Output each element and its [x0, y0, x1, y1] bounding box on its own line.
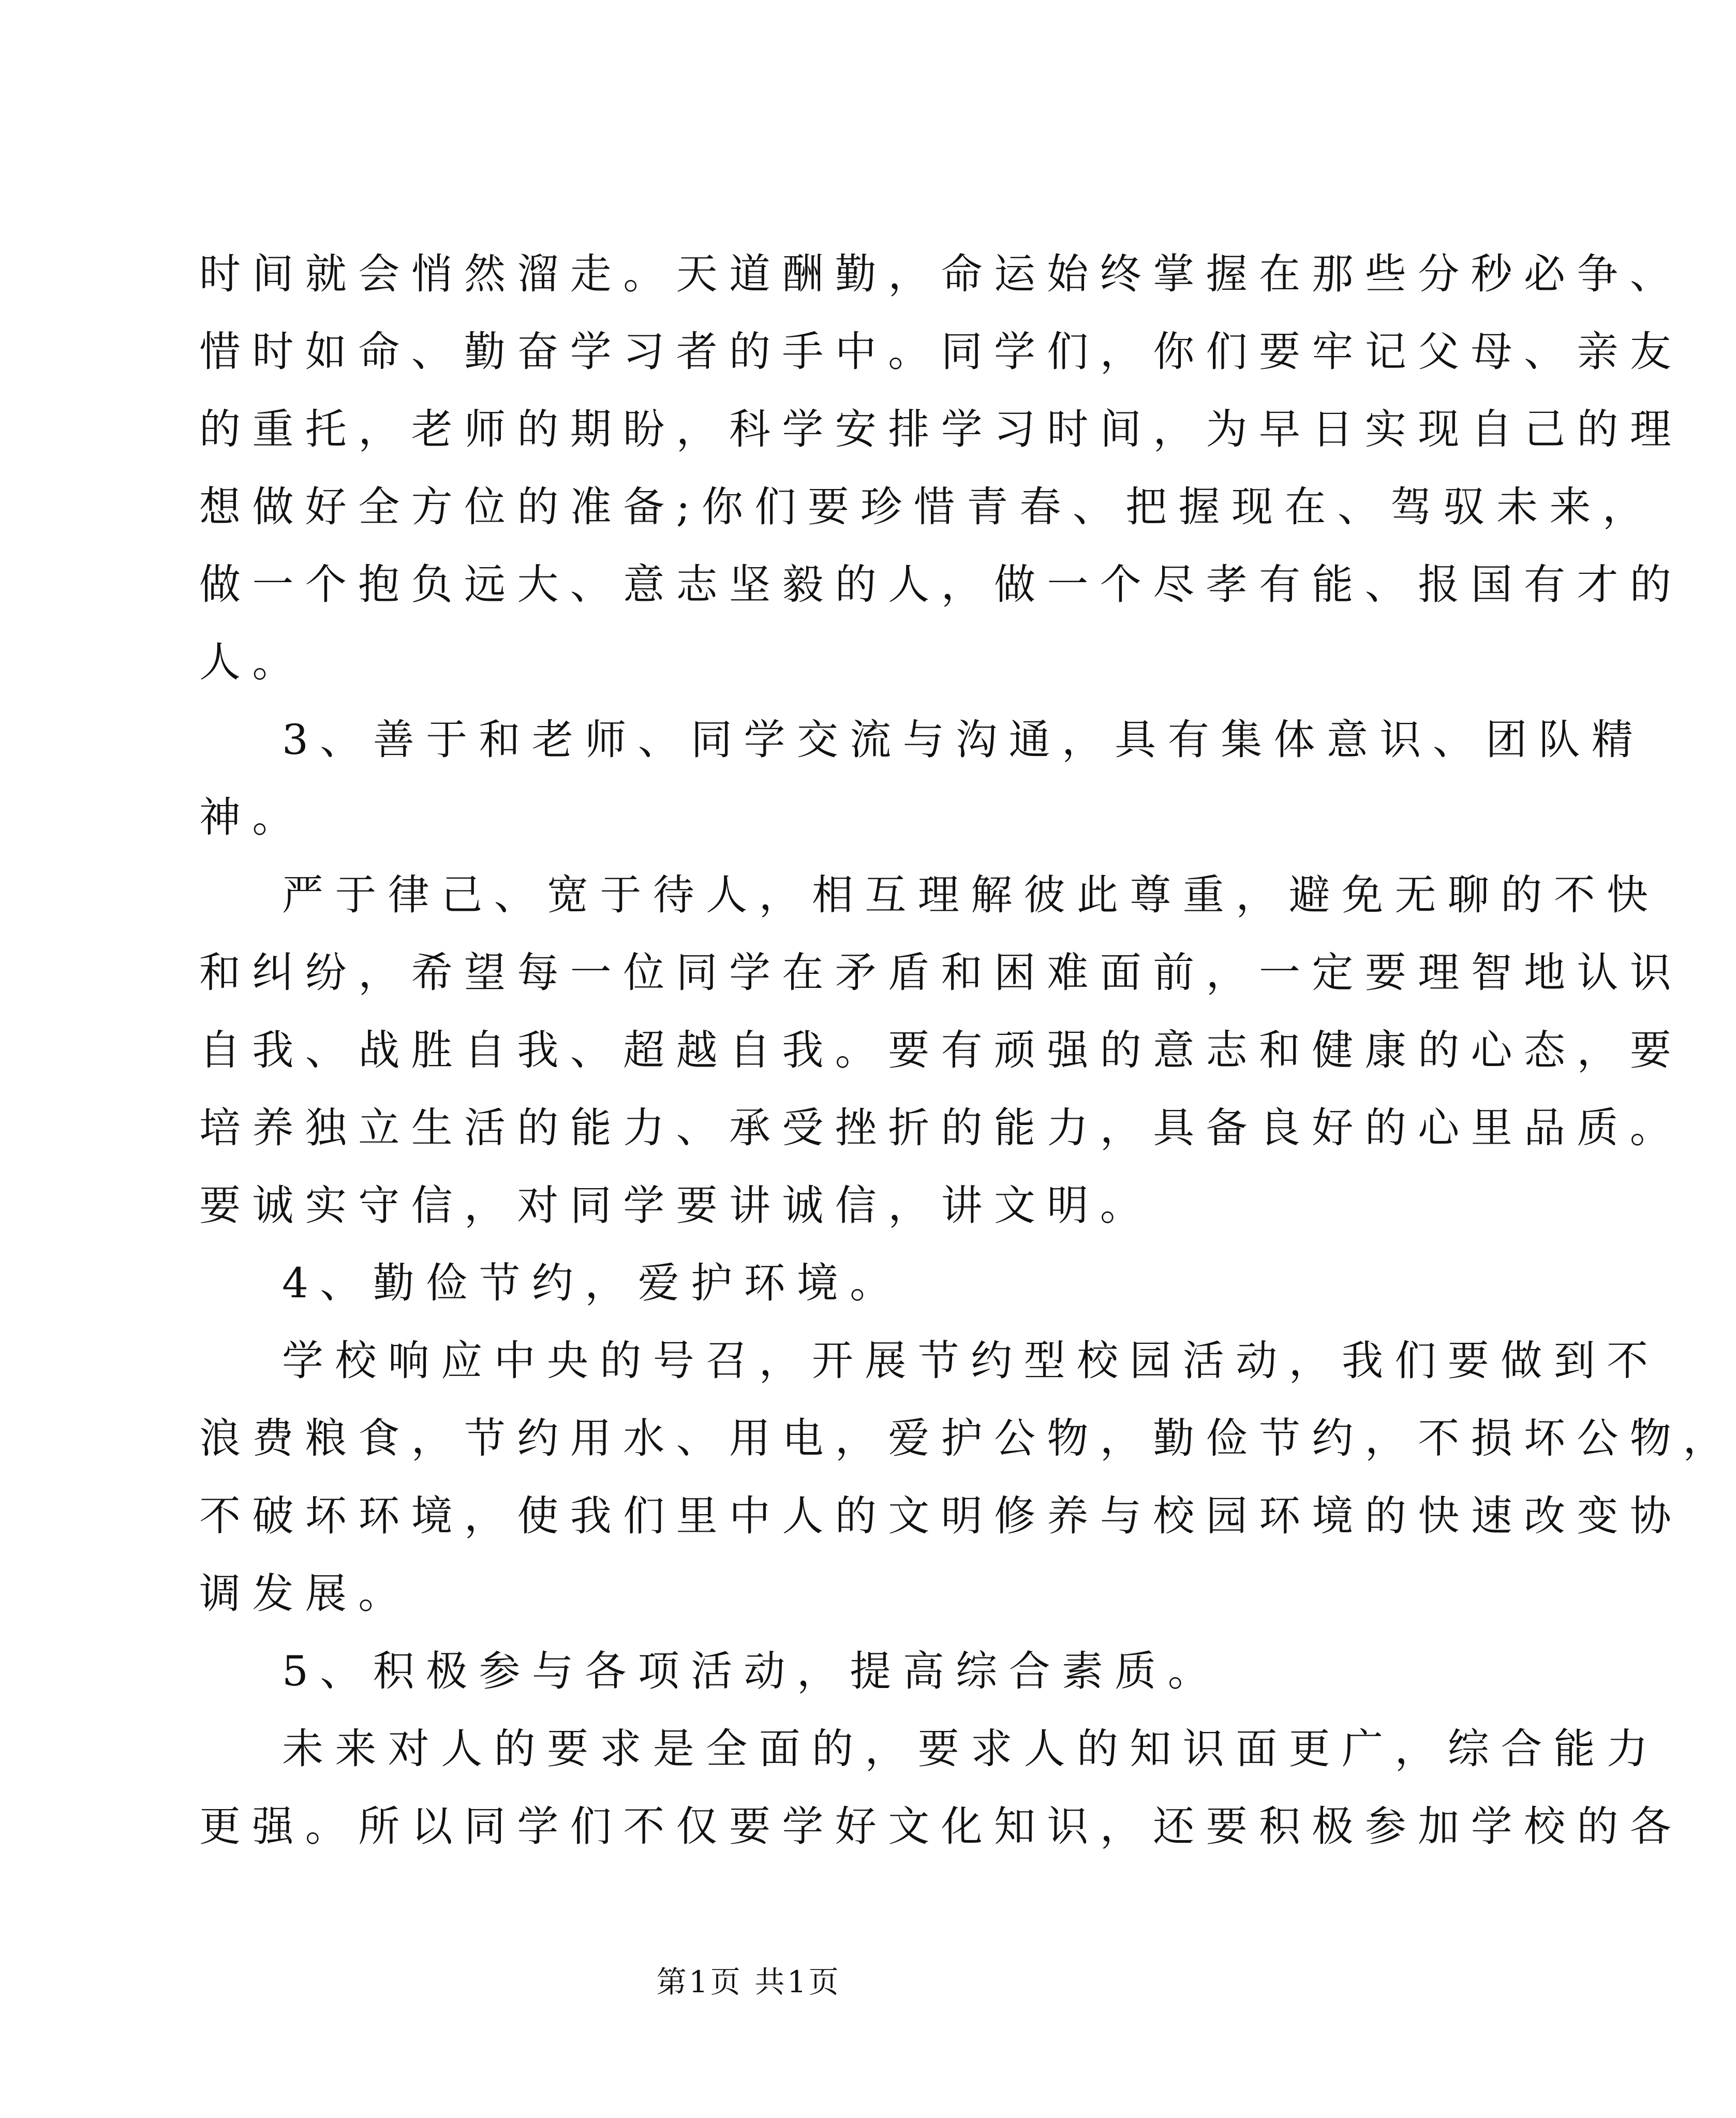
text-line: 人。	[199, 638, 305, 686]
section-heading-4: 4、勤俭节约，爱护环境。	[282, 1259, 903, 1307]
text-line: 浪费粮食，节约用水、用电，爱护公物，勤俭节约，不损坏公物，	[199, 1414, 1736, 1462]
paragraph-start: 未来对人的要求是全面的，要求人的知识面更广，综合能力	[282, 1725, 1660, 1773]
text-line: 要诚实守信，对同学要讲诚信，讲文明。	[199, 1181, 1153, 1230]
paragraph-start: 学校响应中央的号召，开展节约型校园活动，我们要做到不	[282, 1337, 1660, 1385]
text-line: 调发展。	[199, 1569, 411, 1618]
document-body	[199, 235, 1736, 1865]
paragraph-start: 严于律己、宽于待人，相互理解彼此尊重，避免无聊的不快	[282, 871, 1660, 919]
text-line: 神。	[199, 793, 305, 841]
text-line: 更强。所以同学们不仅要学好文化知识，还要积极参加学校的各	[199, 1802, 1683, 1850]
text-line: 想做好全方位的准备;你们要珍惜青春、把握现在、驾驭未来，	[199, 483, 1656, 531]
text-line: 和纠纷，希望每一位同学在矛盾和困难面前，一定要理智地认识	[199, 949, 1683, 997]
text-line: 自我、战胜自我、超越自我。要有顽强的意志和健康的心态，要	[199, 1026, 1683, 1074]
text-line: 时间就会悄然溜走。天道酬勤，命运始终掌握在那些分秒必争、	[199, 250, 1683, 298]
section-heading-5: 5、积极参与各项活动，提高综合素质。	[282, 1647, 1221, 1695]
text-line: 做一个抱负远大、意志坚毅的人，做一个尽孝有能、报国有才的	[199, 560, 1683, 609]
text-line: 培养独立生活的能力、承受挫折的能力，具备良好的心里品质。	[199, 1104, 1683, 1152]
section-heading-3: 3、善于和老师、同学交流与沟通，具有集体意识、团队精	[282, 716, 1645, 764]
page-footer: 第1页 共1页	[656, 1964, 841, 1999]
text-line: 的重托，老师的期盼，科学安排学习时间，为早日实现自己的理	[199, 405, 1683, 453]
text-line: 惜时如命、勤奋学习者的手中。同学们，你们要牢记父母、亲友	[199, 328, 1683, 376]
text-line: 不破坏环境，使我们里中人的文明修养与校园环境的快速改变协	[199, 1492, 1683, 1540]
